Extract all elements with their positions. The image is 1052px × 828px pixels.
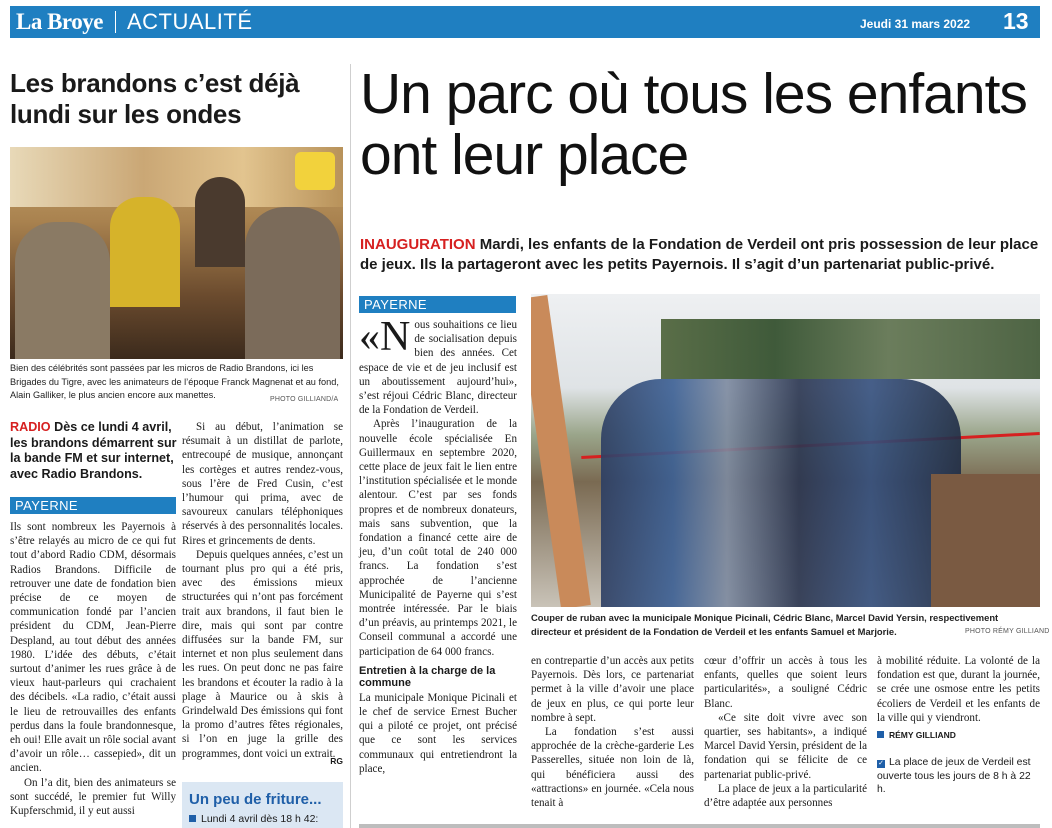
photo-wooden-post: [531, 295, 591, 607]
main-column-3: [704, 654, 867, 810]
radio-place-label: PAYERNE: [10, 497, 176, 514]
ribbon-photo-caption: Couper de ruban avec la municipale Monique Picinali, Cédric Blanc, Marcel David Yersin, respectivement directeur et président de la Fondation de Verdeil et les enfants Samuel et Marjorie.: [531, 612, 999, 637]
main-headline: Un parc où tous les enfants ont leur place: [360, 62, 1027, 187]
friture-box-item: [189, 813, 318, 825]
radio-kicker: RADIO: [10, 420, 51, 434]
main-subhead: Entretien à la charge de la commune: [359, 664, 496, 689]
main-place-label: PAYERNE: [359, 296, 516, 313]
radio-paragraph: On l’a dit, bien des animateurs se sont succédé, le premier fut Willy Kupferschmid, il y eut aussi: [10, 776, 176, 818]
radio-photo-caption: Bien des célébrités sont passées par les micros de Radio Brandons, ici les Brigades du Tigre, avec les animateurs de l’époque Franck Magnenat et au fond, Alain Galliker, le plus ancien encore aux manettes.: [10, 363, 339, 400]
main-opening-paragraph: [359, 314, 517, 417]
main-column-2: [531, 654, 694, 810]
radio-lead-text: Dès ce lundi 4 avril, les brandons démarrent sur la bande FM et sur internet, avec Radio Brandons.: [10, 420, 177, 481]
photo-trees: [661, 319, 1040, 379]
main-info-text: La place de jeux de Verdeil est ouverte tous les jours de 8 h à 22 h.: [877, 757, 1031, 796]
photo-person-left: [15, 222, 110, 359]
main-paragraph: en contrepartie d’un accès aux petits Payernois. Dès lors, ce partenariat permet à la ville d’avoir une place de jeux en plus, ce qui porte leur nombre à sept.: [531, 655, 694, 724]
main-author: [877, 728, 1040, 742]
photo-yellow-lamp: [295, 152, 335, 190]
main-author-name: RÉMY GILLIAND: [889, 730, 956, 741]
photo-window: [10, 147, 343, 207]
bullet-square-icon: [877, 731, 884, 738]
ribbon-cutting-photo: [531, 294, 1040, 607]
issue-date: Jeudi 31 mars 2022: [860, 17, 971, 31]
main-paragraph: cœur d’offrir un accès à tous les enfants, quelles que soient leurs particularités», a souligné Cédric Blanc.: [704, 655, 867, 710]
main-column-1: [359, 314, 517, 776]
photo-crowd: [601, 379, 961, 607]
radio-article-headline: Les brandons c’est déjà lundi sur les ondes: [10, 68, 300, 129]
main-column-4: [877, 654, 1040, 797]
main-paragraph: «Ce site doit vivre avec son quartier, ses habitants», a indiqué Marcel David Yersin, président de la fondation qui se félicite de ce partenariat public-privé.: [704, 711, 867, 781]
radio-column-2: [182, 420, 343, 761]
radio-column-1: [10, 520, 176, 818]
radio-studio-photo: [10, 147, 343, 359]
photo-mulch: [931, 474, 1040, 607]
checkbox-icon: ✓: [878, 760, 884, 768]
friture-item-text: Lundi 4 avril dès 18 h 42:: [201, 813, 319, 825]
radio-signature: RG: [330, 756, 343, 766]
radio-paragraph: Si au début, l’animation se résumait à un distillat de parlote, entrecoupé de musique, annonçant les cortèges et autres rendez-vous, sous l’ère de Fred Cusin, c’est l’humour qui prima, avec de savoureux canulars téléphoniques réservés à des personnalités locales. Rires et grincements de dents.: [182, 421, 343, 547]
main-standfirst: [360, 235, 1040, 275]
main-paragraph: La fondation s’est aussi approchée de la crèche-garderie Les Passerelles, située non loin de là, qui bénéficiera aussi des «attractions» en journée. «Cela nous tenait à: [531, 726, 694, 810]
column-divider: [350, 64, 351, 828]
masthead-separator: [115, 11, 116, 33]
radio-lead: [10, 420, 182, 482]
brand-logo: La Broye: [16, 9, 103, 34]
bottom-rule: [359, 824, 1040, 828]
main-opening-text: ous souhaitions ce lieu de socialisation depuis bien des années. Cet espace de vie et de jeu inclusif est un aboutissement aujourd’hui», s’est réjoui Cédric Blanc, directeur de la Fondation de Verdeil.: [359, 319, 517, 417]
photo-person-center: [110, 197, 180, 307]
ribbon-photo-credit: PHOTO RÉMY GILLIAND: [965, 628, 1050, 635]
main-paragraph: à mobilité réduite. La volonté de la fondation est que, durant la journée, se crée une osmose entre les petits écoliers de Verdeil et les enfants de la ville qui y viendront.: [877, 655, 1040, 724]
page-number: 13: [1003, 8, 1029, 34]
radio-photo-credit: PHOTO GILLIAND/A: [270, 396, 339, 403]
main-paragraph: La municipale Monique Picinali et le chef de service Ernest Bucher qui a piloté ce projet, ont précisé que ce sont les services communaux qui entretiendront la place,: [359, 691, 517, 775]
friture-box-title: Un peu de friture...: [189, 791, 322, 808]
radio-paragraph: Depuis quelques années, c’est un tournant plus pro qui a été pris, avec des émissions mieux structurées qui n’ont pas forcément trait aux brandons, il faut bien le dire, mais qui sont par contre diffusées sur la bande FM, sur internet et non plus seulement dans les rues. On peut donc ne pas faire les brandons et écouter la radio à la plage à Maurice ou à skis à Grindelwald Des émissions qui font la promo d’autres fêtes régionales, si l’on en juge la grille des programmes, dont voici un extrait.: [182, 548, 343, 760]
main-standfirst-text: Mardi, les enfants de la Fondation de Verdeil ont pris possession de leur place de jeux. Ils la partageront avec les petits Payernois. Il s’agit d’un partenariat public-privé.: [360, 236, 1039, 273]
main-drop-quote: «N: [359, 314, 411, 360]
bullet-square-icon: [189, 815, 196, 822]
main-paragraph: Après l’inauguration de la nouvelle école spécialisée En Guillermaux en septembre 2020, cette place de jeux fait le lien entre l’institution spécialisée et le monde alentour. C’est par ses fonds propres et de nombreux donateurs, mais sans subvention, que la fondation a financé cette aire de jeu, d’un coût total de 240 000 francs. La fondation s’est approchée de l’ancienne Municipalité de Payerne qui s’est montrée intéressée. Par le biais d’un préavis, au printemps 2021, le Conseil communal a accordé une participation de 64 000 francs.: [359, 418, 517, 658]
photo-person-right: [245, 207, 340, 359]
main-paragraph: La place de jeux a la particularité d’être adaptée aux personnes: [704, 782, 867, 810]
radio-paragraph: Ils sont nombreux les Payernois à s’être relayés au micro de ce qui fut tout d’abord Radio CDM, désormais Radios Brandons. Difficile de retrouver une date de fondation bien précise de ce moyen de communication fondé par l’ancien président du CDM, Jean-Pierre Despland, au tout début des années 1980. L’idée des débuts, c’était surtout d’animer les rues grâce à de vieux haut-parleurs qui crachaient des décibels. «La radio, c’était aussi le lieu de retrouvailles des enfants perdus dans la foule brandonnesque, eh oui! Elle avait un rôle social avant d’avoir un rôle… cassepied», dit un ancien.: [10, 521, 176, 775]
main-info-note: [877, 756, 1040, 797]
section-name: ACTUALITÉ: [127, 9, 253, 34]
photo-person-back: [195, 177, 245, 267]
main-kicker: INAUGURATION: [360, 236, 476, 253]
